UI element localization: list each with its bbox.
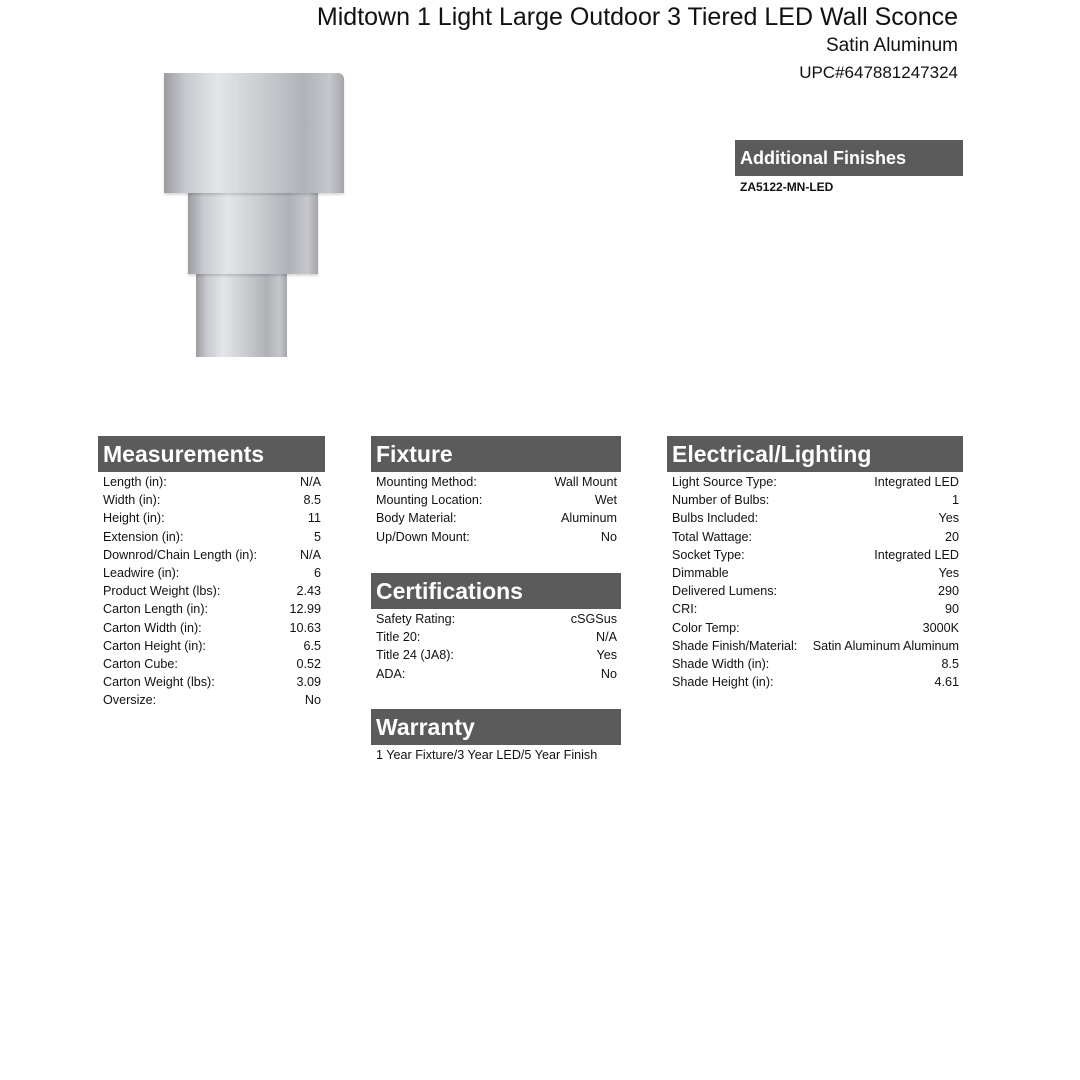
spec-label: Shade Width (in): — [672, 656, 770, 671]
certifications-section — [371, 573, 621, 683]
additional-finishes — [735, 140, 963, 194]
spec-value: Wall Mount — [554, 475, 617, 489]
spec-row — [371, 473, 621, 491]
spec-label: Length (in): — [103, 475, 167, 489]
spec-value: 290 — [937, 584, 959, 599]
spec-label: Socket Type: — [672, 547, 745, 562]
spec-row — [98, 564, 325, 582]
spec-value: Yes — [596, 648, 617, 663]
spec-value: 8.5 — [941, 656, 959, 671]
fixture-section — [371, 436, 621, 546]
spec-value: Satin Aluminum Aluminum — [812, 638, 959, 653]
spec-label: Up/Down Mount: — [376, 529, 470, 544]
spec-label: ADA: — [376, 666, 406, 681]
spec-value: No — [600, 529, 617, 544]
section-header: Fixture — [371, 436, 621, 472]
spec-value: 5 — [313, 529, 321, 544]
spec-row — [667, 655, 963, 673]
spec-value: 4.61 — [934, 675, 959, 690]
spec-value: 6.5 — [303, 638, 321, 653]
spec-label: Dimmable — [672, 565, 729, 580]
spec-label: Delivered Lumens: — [672, 584, 777, 599]
finish-code: ZA5122-MN-LED — [740, 180, 834, 194]
spec-row — [98, 673, 325, 691]
spec-value: N/A — [596, 630, 617, 645]
spec-label: Color Temp: — [672, 620, 740, 635]
spec-label: Title 20: — [376, 630, 421, 645]
spec-row — [98, 528, 325, 546]
spec-row — [667, 509, 963, 527]
spec-value: 10.63 — [289, 620, 321, 635]
spec-label: Mounting Location: — [376, 493, 483, 508]
tier-top — [164, 73, 344, 193]
spec-value: Wet — [594, 493, 617, 508]
spec-row — [667, 637, 963, 655]
product-finish: Satin Aluminum — [825, 35, 958, 56]
warranty-text: 1 Year Fixture/3 Year LED/5 Year Finish — [376, 748, 598, 762]
spec-label: Carton Length (in): — [103, 602, 209, 617]
spec-row — [98, 473, 325, 491]
spec-value: 90 — [944, 602, 959, 617]
measurements-section — [98, 436, 325, 709]
spec-label: Downrod/Chain Length (in): — [103, 547, 258, 562]
spec-row — [98, 546, 325, 564]
spec-label: Shade Finish/Material: — [672, 638, 798, 653]
spec-value: 12.99 — [289, 602, 321, 617]
spec-value: Integrated LED — [874, 547, 959, 562]
warranty-section — [371, 709, 621, 764]
spec-row — [371, 610, 621, 628]
spec-label: Extension (in): — [103, 529, 184, 544]
spec-row — [667, 473, 963, 491]
spec-label: Carton Height (in): — [103, 638, 206, 653]
spec-row — [98, 600, 325, 618]
spec-row — [371, 628, 621, 646]
spec-label: Oversize: — [103, 693, 157, 708]
spec-row — [98, 637, 325, 655]
spec-row — [98, 655, 325, 673]
spec-row — [667, 582, 963, 600]
spec-label: Shade Height (in): — [672, 675, 774, 690]
section-header: Certifications — [371, 573, 621, 609]
spec-value: 3.09 — [296, 675, 321, 690]
spec-value: No — [600, 666, 617, 681]
spec-row — [667, 564, 963, 582]
spec-row — [667, 528, 963, 546]
spec-label: CRI: — [672, 602, 698, 617]
spec-value: 6 — [313, 565, 321, 580]
product-upc: UPC#647881247324 — [799, 63, 958, 82]
electrical-section — [667, 436, 963, 691]
spec-value: Aluminum — [561, 511, 617, 526]
section-header: Warranty — [371, 709, 621, 745]
spec-value: 20 — [944, 529, 959, 544]
spec-value: Yes — [938, 565, 959, 580]
spec-value: Yes — [938, 511, 959, 526]
spec-label: Safety Rating: — [376, 612, 456, 626]
spec-value: cSGSus — [570, 612, 617, 626]
tier-bottom — [196, 272, 287, 357]
spec-label: Bulbs Included: — [672, 511, 759, 526]
spec-value: 8.5 — [303, 493, 321, 508]
spec-row — [371, 491, 621, 509]
section-header: Measurements — [98, 436, 325, 472]
spec-label: Total Wattage: — [672, 529, 753, 544]
section-header: Additional Finishes — [735, 140, 963, 176]
spec-label: Height (in): — [103, 511, 165, 526]
spec-row — [667, 673, 963, 691]
spec-value: N/A — [300, 475, 321, 489]
spec-row — [98, 691, 325, 709]
spec-value: No — [304, 693, 321, 708]
spec-value: 11 — [307, 511, 321, 526]
spec-label: Leadwire (in): — [103, 565, 180, 580]
spec-label: Product Weight (lbs): — [103, 584, 221, 599]
spec-label: Mounting Method: — [376, 475, 477, 489]
spec-value: 2.43 — [296, 584, 321, 599]
spec-label: Width (in): — [103, 493, 161, 508]
spec-value: 3000K — [922, 620, 959, 635]
spec-label: Carton Width (in): — [103, 620, 202, 635]
section-header: Electrical/Lighting — [667, 436, 963, 472]
spec-row — [667, 600, 963, 618]
product-title: Midtown 1 Light Large Outdoor 3 Tiered LED Wall Sconce — [316, 3, 958, 31]
spec-value: Integrated LED — [874, 475, 959, 489]
spec-label: Carton Cube: — [103, 656, 178, 671]
spec-row — [667, 619, 963, 637]
spec-row — [98, 509, 325, 527]
spec-row — [371, 665, 621, 683]
spec-row — [98, 491, 325, 509]
spec-label: Carton Weight (lbs): — [103, 675, 215, 690]
spec-label: Light Source Type: — [672, 475, 777, 489]
spec-value: N/A — [300, 547, 321, 562]
spec-row — [371, 646, 621, 664]
spec-row — [98, 582, 325, 600]
spec-label: Number of Bulbs: — [672, 493, 770, 508]
spec-row — [667, 546, 963, 564]
tier-middle — [188, 190, 318, 274]
spec-value: 1 — [951, 493, 959, 508]
spec-row — [371, 509, 621, 527]
spec-row — [98, 619, 325, 637]
spec-label: Body Material: — [376, 511, 457, 526]
spec-label: Title 24 (JA8): — [376, 648, 454, 663]
spec-row — [371, 528, 621, 546]
spec-row — [667, 491, 963, 509]
spec-value: 0.52 — [296, 656, 321, 671]
